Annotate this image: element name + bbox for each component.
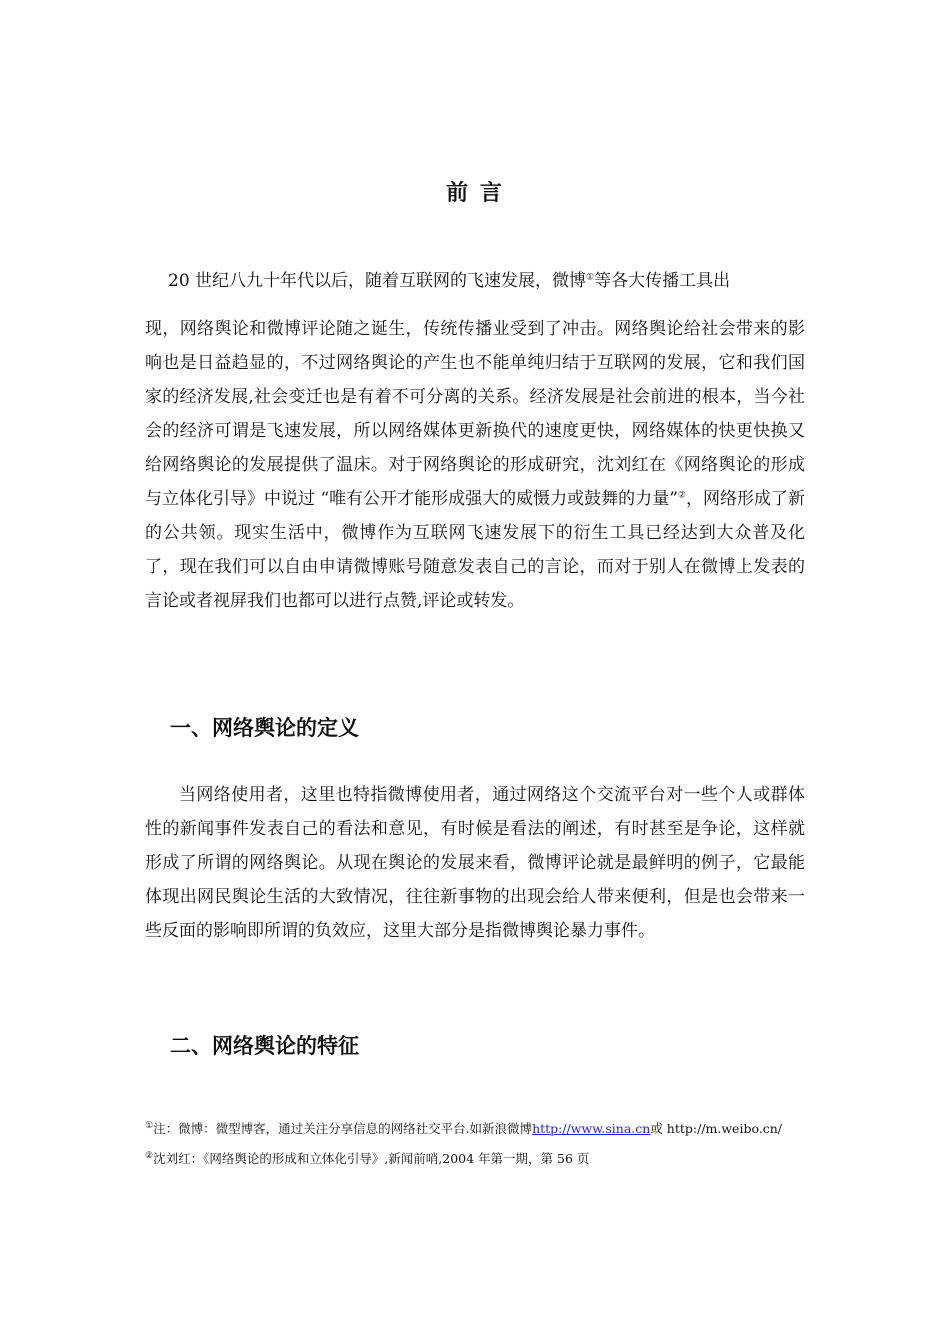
preface-paragraph bbox=[145, 312, 805, 618]
section-heading-definition: 一、网络舆论的定义 bbox=[170, 716, 359, 740]
footnote-marker: ① bbox=[145, 1120, 154, 1131]
footnote-text: 注：微博：微型博客，通过关注分享信息的网络社交平台.如新浪微博 bbox=[153, 1121, 533, 1136]
footnote-ref-1[interactable]: ① bbox=[586, 272, 595, 283]
section-heading-features: 二、网络舆论的特征 bbox=[170, 1034, 359, 1058]
preface-first-line bbox=[168, 264, 808, 298]
footnote-marker: ② bbox=[145, 1150, 154, 1161]
preface-text: ，网络形成了新的公共领。现实生活中，微博作为互联网飞速发展下的衍生工具已经达到大众普及化了，现在我们可以自由申请微博账号随意发表自己的言论，而对于别人在微博上发表的言论或者视屏我们也都可以进行点赞,评论或转发。 bbox=[145, 489, 805, 611]
footnote-2 bbox=[145, 1148, 805, 1170]
page-title: 前 言 bbox=[446, 181, 504, 206]
footnote-1 bbox=[145, 1118, 805, 1140]
footnote-text: 或 http://m.weibo.cn/ bbox=[650, 1121, 782, 1136]
definition-paragraph: 当网络使用者，这里也特指微博使用者，通过网络这个交流平台对一些个人或群体性的新闻事件发表自己的看法和意见，有时候是看法的阐述，有时甚至是争论，这样就形成了所谓的网络舆论。从现在舆论的发展来看，微博评论就是最鲜明的例子，它最能体现出网民舆论生活的大致情况，往往新事物的出现会给人带来便利，但是也会带来一些反面的影响即所谓的负效应，这里大部分是指微博舆论暴力事件。 bbox=[145, 785, 805, 941]
footnote-ref-2[interactable]: ② bbox=[677, 490, 686, 501]
footnotes bbox=[145, 1118, 805, 1178]
preface-text: 20 世纪八九十年代以后，随着互联网的飞速发展，微博 bbox=[168, 271, 587, 291]
preface-text: 现，网络舆论和微博评论随之诞生，传统传播业受到了冲击。网络舆论给社会带来的影响也是日益趋显的，不过网络舆论的产生也不能单纯归结于互联网的发展，它和我们国家的经济发展,社会变迁也是有着不可分离的关系。经济发展是社会前进的根本，当今社会的经济可谓是飞速发展，所以网络媒体更新换代的速度更快，网络媒体的快更快换又给网络舆论的发展提供了温床。对于网络舆论的形成研究，沈刘红在《网络舆论的形成与立体化引导》中说过 “唯有公开才能形成强大的威慑力或鼓舞的力量” bbox=[145, 319, 805, 509]
footnote-text: 沈刘红：《网络舆论的形成和立体化引导》,新闻前哨,2004 年第一期，第 56 页 bbox=[153, 1151, 590, 1166]
sina-link[interactable]: http://www.sina.cn bbox=[532, 1121, 651, 1136]
preface-text: 等各大传播工具出 bbox=[594, 271, 731, 291]
